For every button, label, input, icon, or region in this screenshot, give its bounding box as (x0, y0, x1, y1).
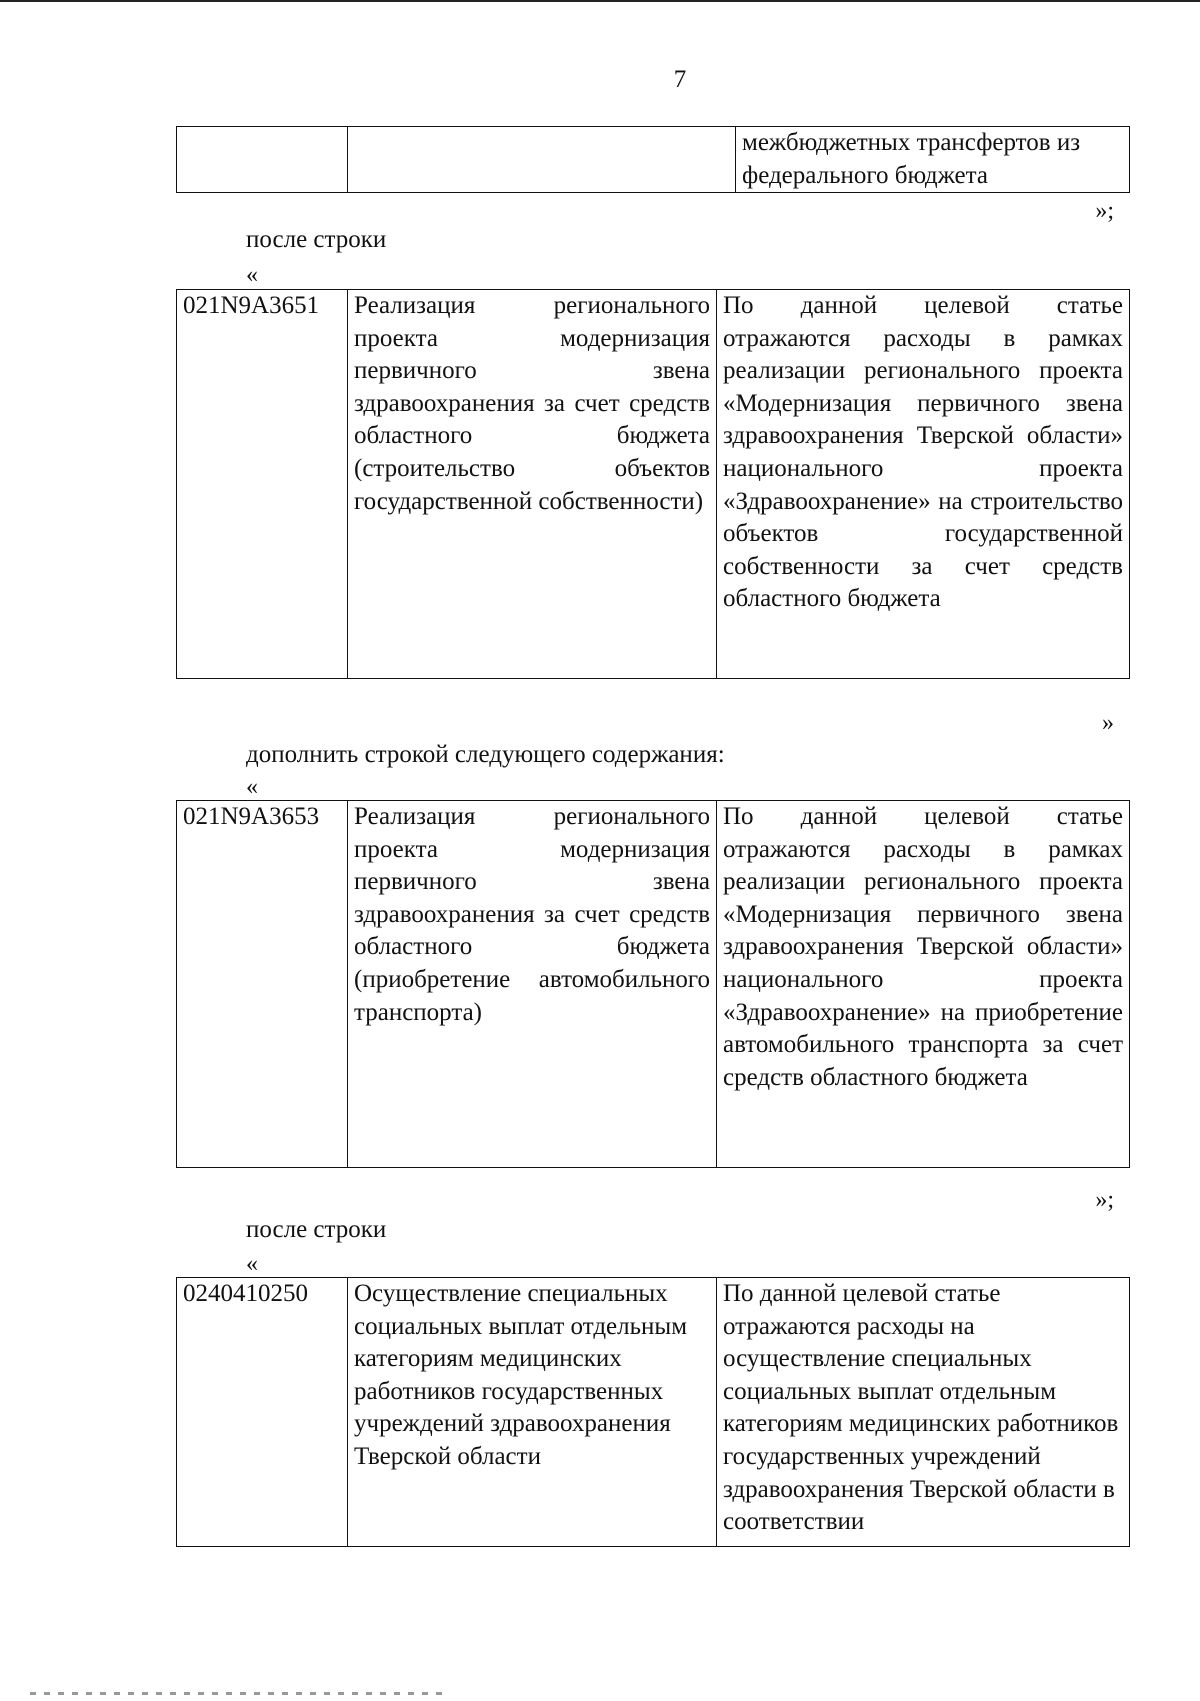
instruction-after-row: после строки (246, 226, 387, 253)
name-cell: Осуществление специальных социальных выплат отдельным категориям медицинских работников государственных учреждений здравоохранения Тверской области (348, 1278, 717, 1547)
closing-quote-mark: »; (1095, 198, 1114, 224)
classification-table-following-row (176, 1277, 1130, 1547)
classification-table-existing-row (176, 289, 1130, 679)
description-cell: По данной целевой статье отражаются расходы на осуществление специальных социальных выплат отдельным категориям медицинских работников государственных учреждений здравоохранения Тверской области в соответствии (717, 1278, 1130, 1547)
opening-quote-mark: « (246, 774, 258, 800)
code-cell: 021N9A3653 (177, 801, 348, 1168)
code-cell: 021N9A3651 (177, 290, 348, 679)
code-cell (177, 127, 348, 193)
table-row (177, 127, 1130, 193)
description-cell: По данной целевой статье отражаются расходы в рамках реализации регионального проекта «Модернизация первичного звена здравоохранения Тверской области» национального проекта «Здравоохранение» на строительство объектов государственной собственности за счет средств областного бюджета (717, 290, 1130, 679)
table-row (177, 1278, 1130, 1547)
code-cell: 0240410250 (177, 1278, 348, 1547)
instruction-add-row: дополнить строкой следующего содержания: (246, 741, 725, 768)
instruction-after-row: после строки (246, 1216, 387, 1243)
name-cell: Реализация регионального проекта модернизация первичного звена здравоохранения за счет средств областного бюджета (строительство объектов государственной собственности) (348, 290, 717, 679)
classification-table-continuation (176, 126, 1130, 193)
table-row (177, 290, 1130, 679)
name-cell: Реализация регионального проекта модернизация первичного звена здравоохранения за счет средств областного бюджета (приобретение автомобильного транспорта) (348, 801, 717, 1168)
closing-quote-mark: » (1102, 710, 1114, 736)
description-cell: По данной целевой статье отражаются расходы в рамках реализации регионального проекта «Модернизация первичного звена здравоохранения Тверской области» национального проекта «Здравоохранение» на приобретение автомобильного транспорта за счет средств областного бюджета (717, 801, 1130, 1168)
closing-quote-mark: »; (1095, 1187, 1114, 1213)
scan-edge-line (0, 0, 1200, 2)
classification-table-new-row (176, 800, 1130, 1168)
table-row (177, 801, 1130, 1168)
scan-noise-marks (30, 1692, 450, 1695)
opening-quote-mark: « (246, 1251, 258, 1277)
opening-quote-mark: « (246, 262, 258, 288)
name-cell (348, 127, 736, 193)
description-cell: межбюджетных трансфертов из федерального бюджета (736, 127, 1130, 193)
page-number: 7 (673, 66, 687, 93)
